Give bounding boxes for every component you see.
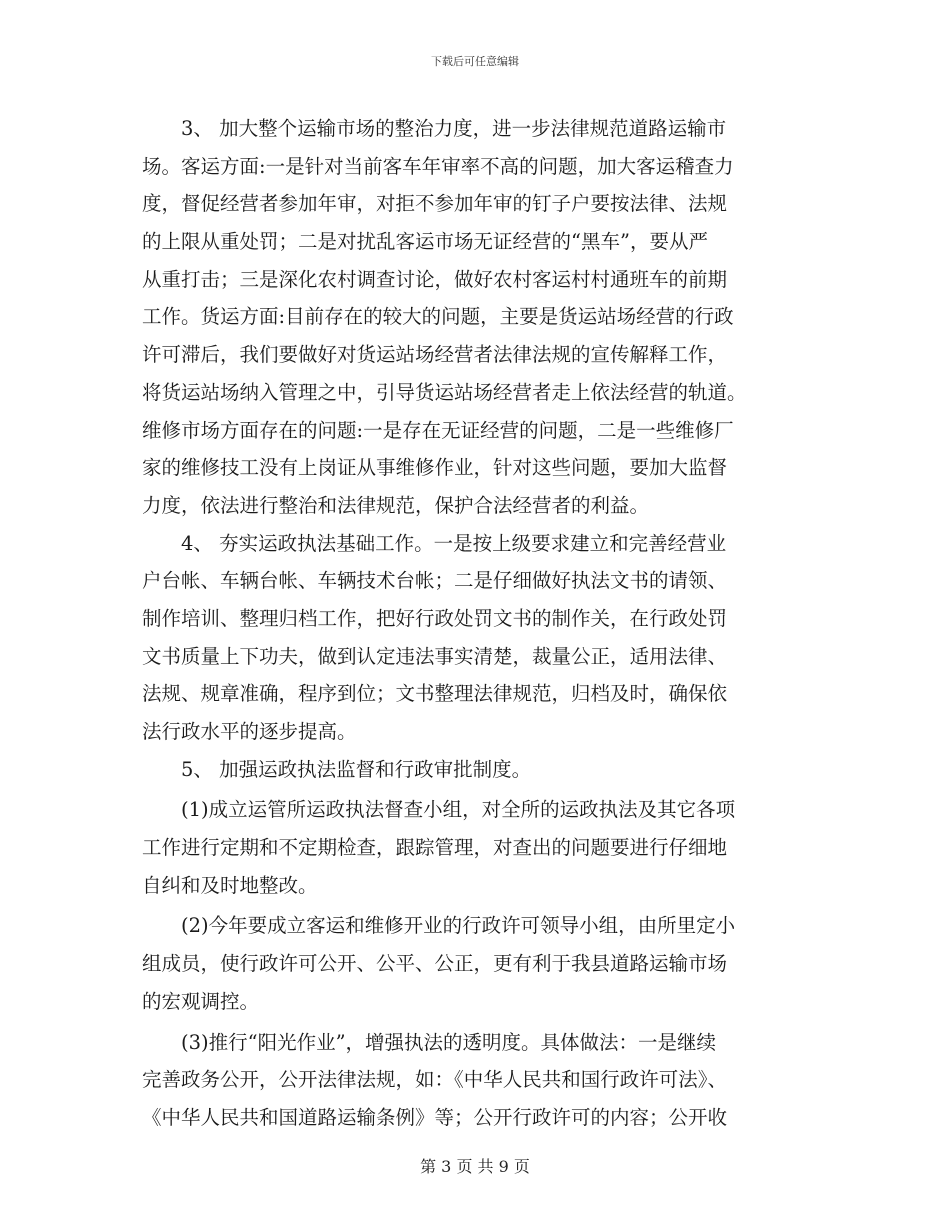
document-body — [142, 110, 812, 1137]
text-line: 法规、规章准确，程序到位；文书整理法律规范，归档及时，确保依 — [142, 682, 728, 706]
text-line: 3、 加大整个运输市场的整治力度，进一步法律规范道路运输市 — [181, 117, 727, 140]
text-line: 的宏观调控。 — [142, 989, 260, 1013]
text-line: 法行政水平的逐步提高。 — [142, 720, 357, 743]
text-line: 家的维修技工没有上岗证从事维修作业，针对这些问题，要加大监督 — [142, 456, 728, 480]
page-footer: 第 3 页 共 9 页 — [420, 1157, 530, 1176]
text-line: 将货运站场纳入管理之中，引导货运站场经营者走上依法经营的轨道。 — [142, 380, 747, 404]
text-line: 从重打击；三是深化农村调查讨论，做好农村客运村村通班车的前期 — [142, 267, 728, 291]
text-line: 许可滞后，我们要做好对货运站场经营者法律法规的宣传解释工作， — [142, 343, 728, 367]
text-line: 工作进行定期和不定期检查，跟踪管理，对查出的问题要进行仔细地 — [142, 836, 728, 860]
text-line: 维修市场方面存在的问题:一是存在无证经营的问题，二是一些维修厂 — [142, 418, 734, 442]
text-line: (2)今年要成立客运和维修开业的行政许可领导小组，由所里定小 — [181, 914, 736, 938]
text-line: 工作。货运方面:目前存在的较大的问题，主要是货运站场经营的行政 — [142, 305, 734, 329]
text-line: 组成员，使行政许可公开、公平、公正，更有利于我县道路运输市场 — [142, 952, 728, 976]
text-line: 4、 夯实运政执法基础工作。一是按上级要求建立和完善经营业 — [181, 531, 727, 555]
text-line: 的上限从重处罚；二是对扰乱客运市场无证经营的“黑车”，要从严 — [142, 230, 708, 254]
text-line: 完善政务公开，公开法律法规，如：《中华人民共和国行政许可法》、 — [142, 1068, 728, 1092]
text-line: (3)推行“阳光作业”，增强执法的透明度。具体做法：一是继续 — [181, 1030, 717, 1054]
text-line: 度，督促经营者参加年审，对拒不参加年审的钉子户要按法律、法规 — [142, 192, 728, 216]
text-line: 力度，依法进行整治和法律规范，保护合法经营者的利益。 — [142, 493, 650, 517]
text-line: 文书质量上下功夫，做到认定违法事实清楚，裁量公正，适用法律、 — [142, 644, 728, 668]
text-line: 制作培训、整理归档工作，把好行政处罚文书的制作关，在行政处罚 — [142, 606, 728, 630]
text-line: (1)成立运管所运政执法督查小组，对全所的运政执法及其它各项 — [181, 798, 736, 822]
text-line: 场。客运方面:一是针对当前客车年审率不高的问题，加大客运稽查力 — [142, 154, 734, 178]
text-line: 户台帐、车辆台帐、车辆技术台帐；二是仔细做好执法文书的请领、 — [142, 569, 728, 593]
page-header: 下载后可任意编辑 — [431, 55, 519, 68]
text-line: 《中华人民共和国道路运输条例》等；公开行政许可的内容；公开收 — [142, 1105, 728, 1129]
text-line: 自纠和及时地整改。 — [142, 873, 318, 897]
text-line: 5、 加强运政执法监督和行政审批制度。 — [181, 757, 532, 781]
